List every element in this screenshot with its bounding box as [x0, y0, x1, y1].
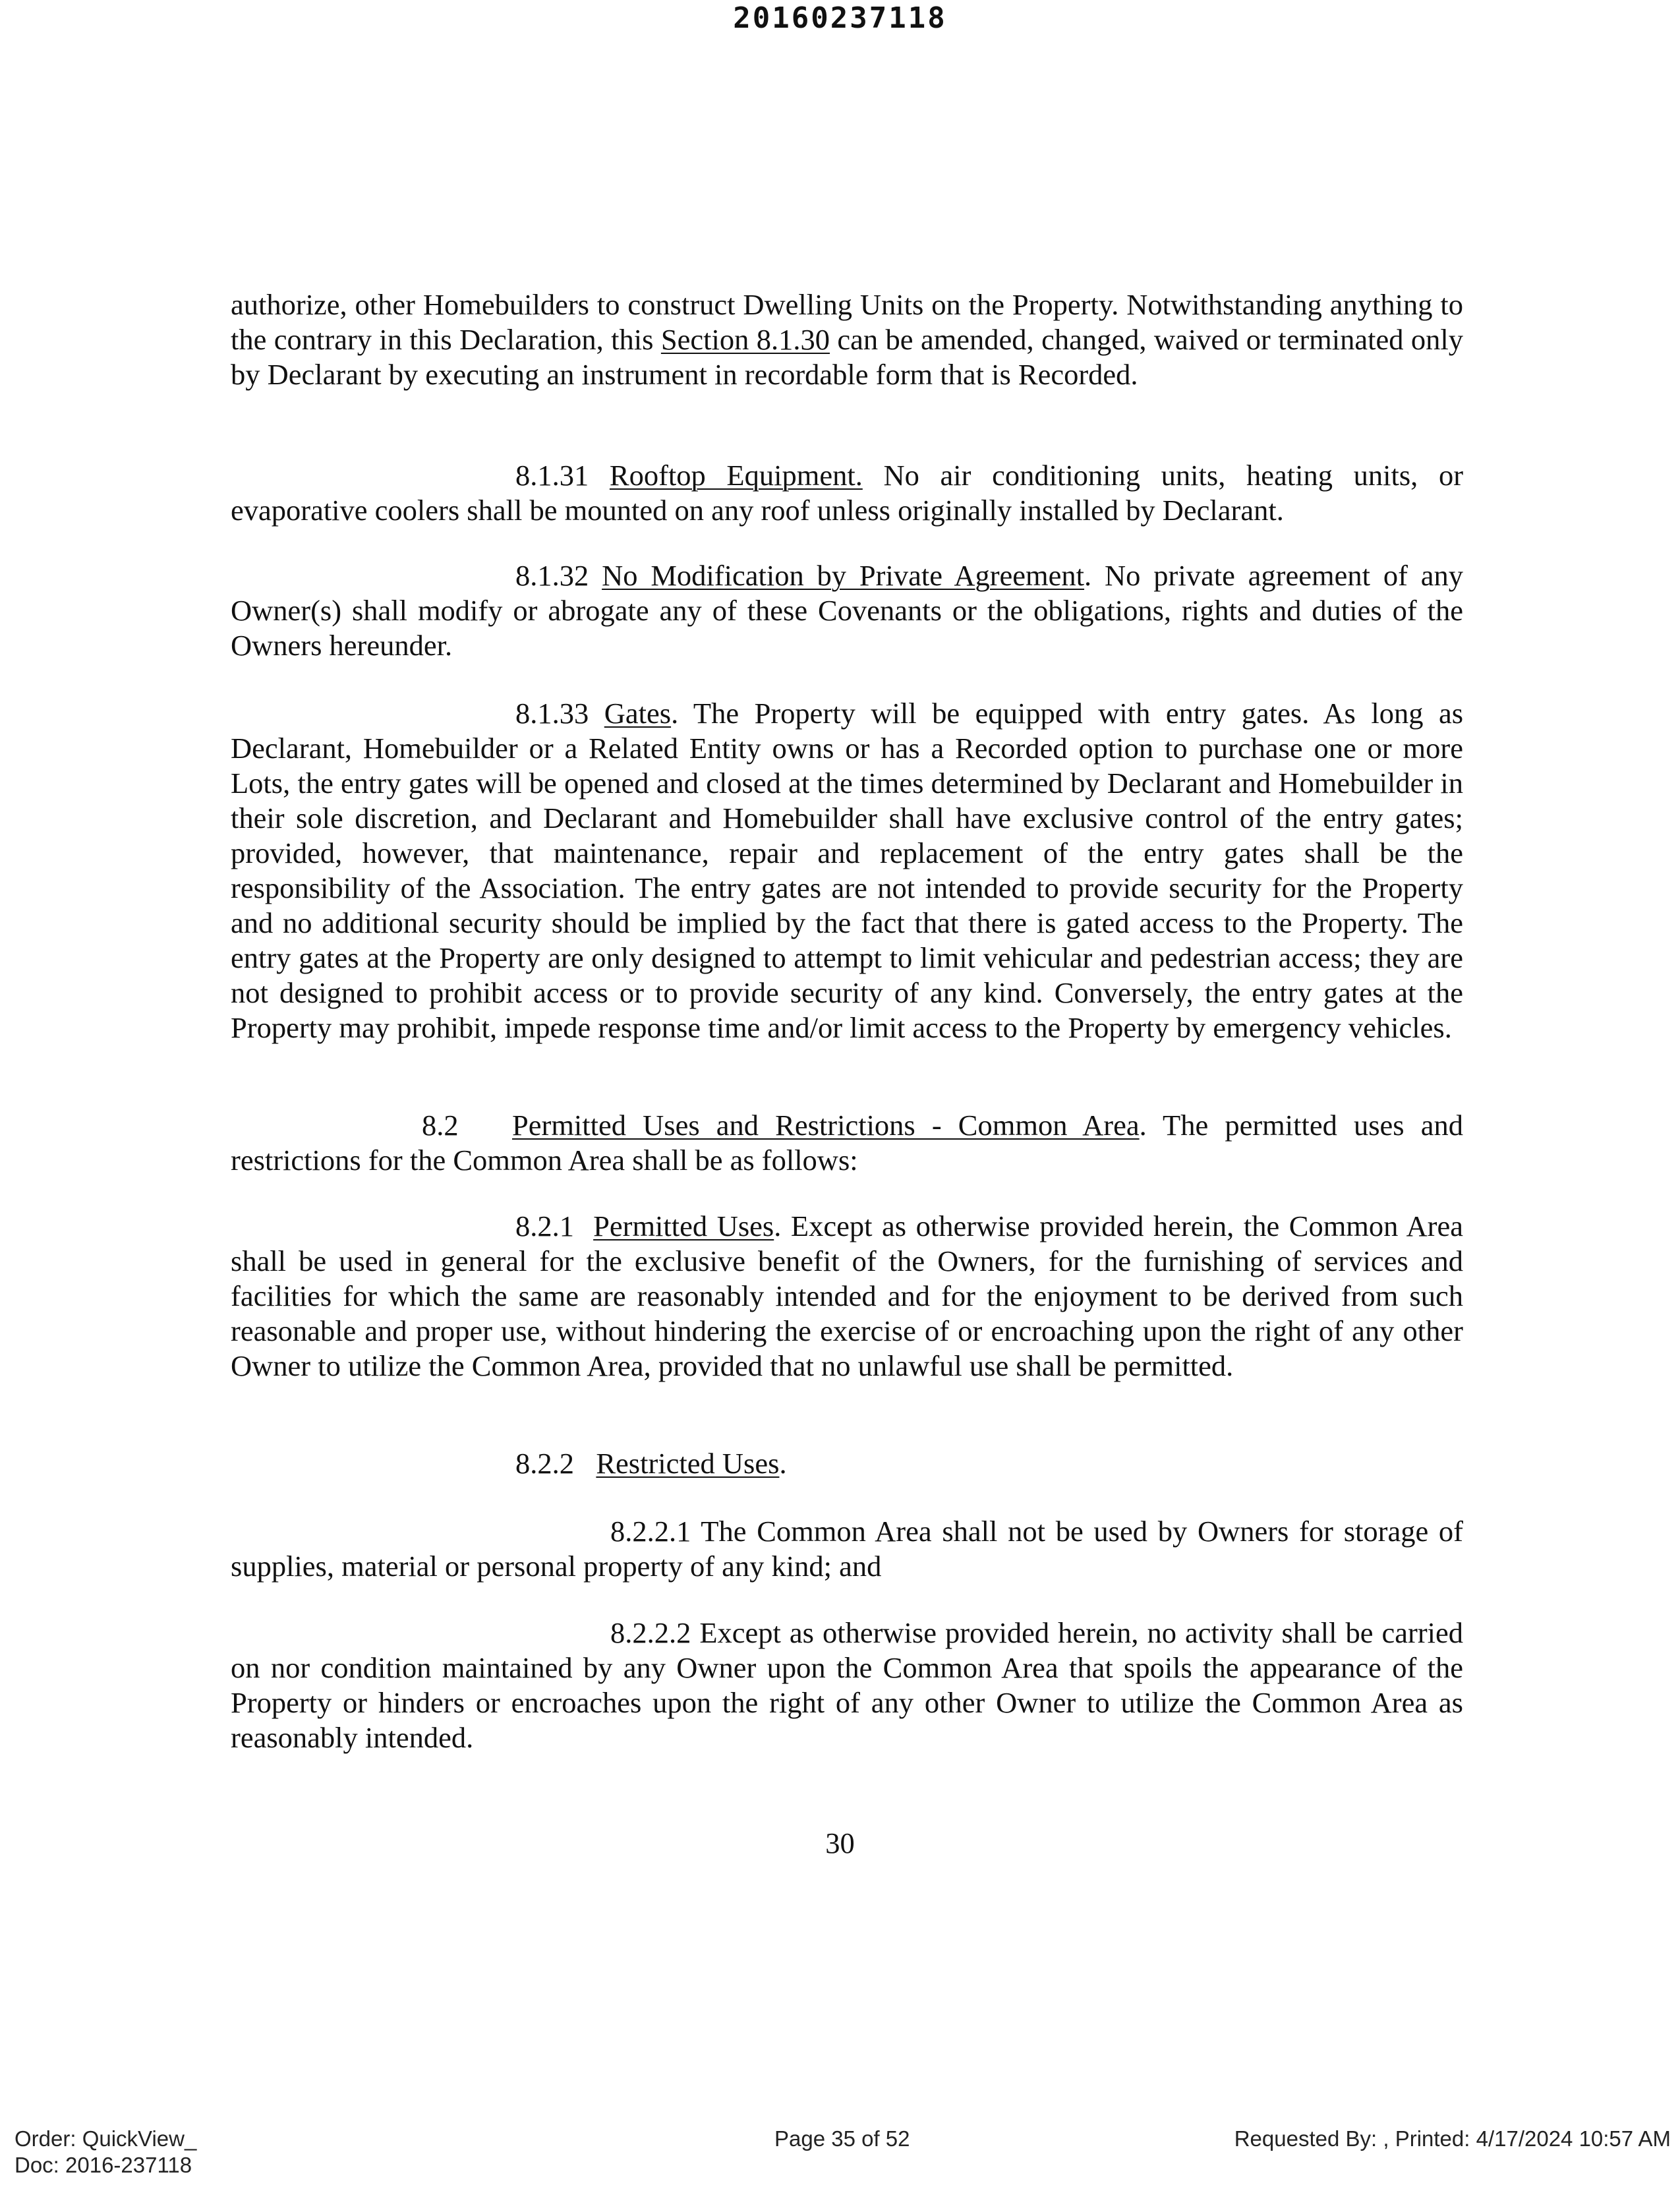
section-heading: Permitted Uses [593, 1210, 774, 1242]
paragraph-text: 8.2.2.2 Except as otherwise provided herein, no activity shall be carried on nor condition maintained by any Owner upon the Common Area that spoils the appearance of the Property or hinders or encroaches upon the right of any other Owner to utilize the Common Area as reasonably intended. [231, 1616, 1463, 1754]
section-number: 8.1.33 [515, 697, 589, 730]
page-number: 30 [825, 1826, 855, 1859]
paragraph-8-1-31 [231, 458, 1463, 528]
document-number: 20160237118 [733, 1, 947, 35]
footer-doc: Doc: 2016-237118 [14, 2153, 192, 2177]
section-heading: Gates [604, 697, 672, 730]
footer-requested-by: Requested By: , Printed: 4/17/2024 10:57 AM [1234, 2126, 1671, 2151]
footer-order: Order: QuickView_ [14, 2126, 197, 2151]
paragraph-text: authorize, other Homebuilders to construct Dwelling Units on the Property. Notwithstanding anything to the contrary in this Declaration, this [231, 288, 1463, 356]
section-number: 8.2.2 [515, 1447, 574, 1480]
paragraph-8-2-1 [231, 1209, 1463, 1384]
paragraph-text: . [779, 1447, 787, 1480]
footer-left [14, 2126, 196, 2178]
paragraph-8-2 [231, 1108, 1463, 1178]
section-number: 8.1.31 [515, 459, 589, 492]
section-number: 8.1.32 [515, 559, 589, 592]
section-reference: Section 8.1.30 [660, 323, 830, 356]
paragraph-8-2-2-1 [231, 1514, 1463, 1584]
paragraph-8-2-2-2 [231, 1616, 1463, 1755]
paragraph-text: . Except as otherwise provided herein, the Common Area shall be used in general for the exclusive benefit of the Owners, for the furnishing of services and facilities for which the same are reasonably intended and for the enjoyment to be derived from such reasonable and proper use, without hindering the exercise of or encroaching upon the right of any other Owner to utilize the Common Area, provided that no unlawful use shall be permitted. [231, 1210, 1463, 1382]
section-heading: Rooftop Equipment. [609, 459, 863, 492]
footer-page-count: Page 35 of 52 [774, 2126, 910, 2151]
paragraph-text: . The Property will be equipped with entry gates. As long as Declarant, Homebuilder or a Related Entity owns or has a Recorded option to purchase one or more Lots, the entry gates will be opened and closed at the times determined by Declarant and Homebuilder in their sole discretion, and Declarant and Homebuilder shall have exclusive control of the entry gates; provided, however, that maintenance, repair and replacement of the entry gates shall be the responsibility of the Association. The entry gates are not intended to provide security for the Property and no additional security should be implied by the fact that there is gated access to the Property. The entry gates at the Property are only designed to attempt to limit vehicular and pedestrian access; they are not designed to prohibit access or to provide security of any kind. Conversely, the entry gates at the Property may prohibit, impede response time and/or limit access to the Property by emergency vehicles. [231, 697, 1464, 1044]
section-number: 8.2.1 [515, 1210, 574, 1242]
paragraph-8-1-33 [231, 696, 1463, 1045]
paragraph-8-2-2 [231, 1446, 1463, 1481]
section-heading: Restricted Uses [596, 1447, 780, 1480]
paragraph-text: can be amended, changed, waived or terminated only by Declarant by executing an instrument in recordable form that is Recorded. [231, 323, 1463, 391]
paragraph-text: . No private agreement of any Owner(s) shall modify or abrogate any of these Covenants or the obligations, rights and duties of the Owners hereunder. [231, 559, 1464, 662]
section-number: 8.2 [422, 1109, 459, 1142]
section-heading: No Modification by Private Agreement [602, 559, 1085, 592]
section-heading: Permitted Uses and Restrictions - Common Area [512, 1109, 1140, 1142]
paragraph-8-1-32 [231, 558, 1463, 663]
paragraph-text: . The permitted uses and restrictions for the Common Area shall be as follows: [231, 1109, 1463, 1177]
paragraph-text: 8.2.2.1 The Common Area shall not be used by Owners for storage of supplies, material or personal property of any kind; and [231, 1515, 1463, 1583]
paragraph-text: No air conditioning units, heating units, or evaporative coolers shall be mounted on any roof unless originally installed by Declarant. [231, 459, 1464, 527]
paragraph-continuation [231, 287, 1463, 392]
